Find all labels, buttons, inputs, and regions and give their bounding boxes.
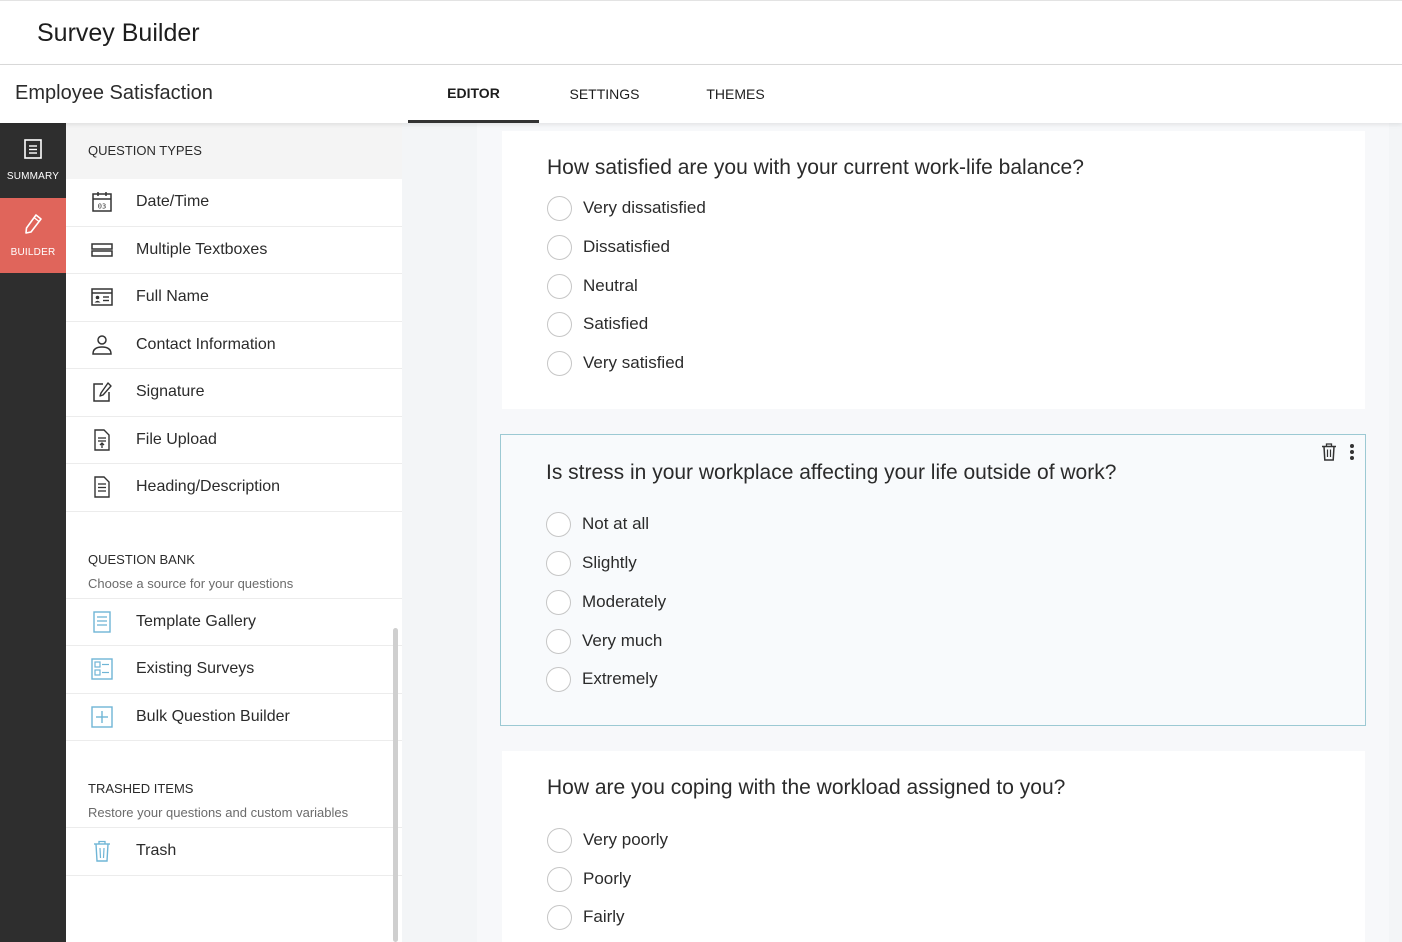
- question-type-multiple-textboxes[interactable]: [66, 227, 402, 275]
- radio-button[interactable]: [547, 312, 572, 337]
- app-title: Survey Builder: [37, 19, 200, 47]
- textboxes-icon: [66, 242, 136, 258]
- bank-item-template-gallery[interactable]: [66, 599, 402, 647]
- question-type-file-upload[interactable]: [66, 417, 402, 465]
- answer-option[interactable]: [546, 589, 666, 615]
- question-card-selected[interactable]: [500, 434, 1366, 726]
- panel-scrollbar[interactable]: [393, 628, 398, 942]
- option-label: Satisfied: [583, 314, 649, 333]
- answer-option[interactable]: [547, 195, 706, 221]
- question-actions: [1321, 443, 1355, 461]
- answer-option[interactable]: [547, 311, 648, 337]
- bank-item-bulk-question-builder[interactable]: [66, 694, 402, 742]
- tab-settings[interactable]: SETTINGS: [569, 86, 640, 102]
- bank-item-label: Bulk Question Builder: [136, 707, 290, 725]
- radio-button[interactable]: [547, 351, 572, 376]
- answer-option[interactable]: [546, 550, 637, 576]
- option-label: Fairly: [583, 907, 625, 926]
- answer-option[interactable]: [547, 904, 625, 930]
- option-label: Very much: [582, 631, 663, 650]
- option-label: Moderately: [582, 592, 667, 611]
- pencil-icon: [23, 213, 43, 240]
- option-label: Not at all: [582, 514, 650, 533]
- option-label: Dissatisfied: [583, 237, 670, 256]
- rail-item-builder[interactable]: [0, 198, 66, 273]
- question-type-label: Full Name: [136, 288, 209, 306]
- question-bank-title: QUESTION BANK: [88, 551, 195, 567]
- question-type-signature[interactable]: [66, 369, 402, 417]
- surveys-icon: [66, 658, 136, 680]
- bank-item-existing-surveys[interactable]: [66, 646, 402, 694]
- signature-icon: [66, 381, 136, 403]
- trash-icon: [66, 840, 136, 862]
- question-type-label: Date/Time: [136, 193, 210, 211]
- answer-option[interactable]: [547, 827, 668, 853]
- answer-option[interactable]: [547, 866, 631, 892]
- radio-button[interactable]: [547, 905, 572, 930]
- tab-themes[interactable]: THEMES: [706, 86, 765, 102]
- template-icon: [66, 611, 136, 633]
- answer-option[interactable]: [546, 666, 658, 692]
- bulk-add-icon: [66, 706, 136, 728]
- survey-name: Employee Satisfaction: [15, 82, 213, 104]
- question-bank-subtitle: Choose a source for your questions: [88, 575, 294, 591]
- survey-sheet: [477, 123, 1389, 942]
- question-title: Is stress in your workplace affecting your life outside of work?: [546, 461, 1117, 484]
- question-title: How satisfied are you with your current work-life balance?: [547, 156, 1084, 179]
- question-type-full-name[interactable]: [66, 274, 402, 322]
- person-icon: [66, 334, 136, 356]
- option-label: Very satisfied: [583, 353, 685, 372]
- radio-button[interactable]: [547, 235, 572, 260]
- app-bar: [0, 0, 1402, 65]
- radio-button[interactable]: [547, 828, 572, 853]
- trashed-items-title: TRASHED ITEMS: [88, 781, 194, 796]
- option-label: Slightly: [582, 553, 637, 572]
- answer-option[interactable]: [547, 234, 670, 260]
- trashed-items-subtitle: Restore your questions and custom variables: [88, 805, 349, 820]
- document-icon: [66, 476, 136, 498]
- question-type-date-time[interactable]: [66, 179, 402, 227]
- question-type-label: Multiple Textboxes: [136, 240, 268, 258]
- question-type-label: Heading/Description: [136, 478, 281, 496]
- rail-item-summary[interactable]: [0, 123, 66, 198]
- summary-icon: [24, 139, 42, 164]
- survey-canvas: [402, 123, 1402, 942]
- trash-label: Trash: [136, 842, 177, 860]
- radio-button[interactable]: [547, 867, 572, 892]
- bank-item-label: Existing Surveys: [136, 660, 255, 678]
- option-label: Very dissatisfied: [583, 198, 706, 217]
- left-rail: [0, 123, 66, 942]
- option-label: Poorly: [583, 869, 632, 888]
- trash-item[interactable]: [66, 828, 402, 876]
- answer-option[interactable]: [546, 511, 649, 537]
- radio-button[interactable]: [546, 667, 571, 692]
- radio-button[interactable]: [546, 512, 571, 537]
- question-type-label: Signature: [136, 383, 205, 401]
- bank-item-label: Template Gallery: [136, 612, 257, 630]
- question-type-label: File Upload: [136, 430, 217, 448]
- answer-option[interactable]: [547, 273, 638, 299]
- answer-option[interactable]: [546, 628, 662, 654]
- answer-option[interactable]: [547, 350, 684, 376]
- question-card[interactable]: [502, 131, 1365, 409]
- builder-panel: [66, 123, 402, 942]
- rail-label-summary: SUMMARY: [6, 171, 60, 182]
- option-label: Neutral: [583, 276, 638, 295]
- delete-icon[interactable]: [1321, 443, 1337, 461]
- more-options-icon[interactable]: [1349, 443, 1355, 461]
- radio-button[interactable]: [546, 629, 571, 654]
- question-type-label: Contact Information: [136, 335, 276, 353]
- option-label: Very poorly: [583, 830, 669, 849]
- radio-button[interactable]: [546, 590, 571, 615]
- radio-button[interactable]: [546, 551, 571, 576]
- question-card[interactable]: [502, 751, 1365, 942]
- question-type-contact-information[interactable]: [66, 322, 402, 370]
- question-title: How are you coping with the workload assigned to you?: [547, 776, 1066, 799]
- file-upload-icon: [66, 429, 136, 451]
- radio-button[interactable]: [547, 196, 572, 221]
- option-label: Extremely: [582, 669, 658, 688]
- survey-header: [0, 65, 1402, 123]
- question-type-heading-description[interactable]: [66, 464, 402, 512]
- question-types-header: QUESTION TYPES: [66, 123, 402, 179]
- rail-label-builder: BUILDER: [10, 247, 56, 258]
- calendar-icon: [66, 191, 136, 213]
- svg-text:03: 03: [97, 202, 107, 211]
- radio-button[interactable]: [547, 274, 572, 299]
- tab-editor[interactable]: EDITOR: [408, 65, 539, 123]
- id-card-icon: [66, 287, 136, 307]
